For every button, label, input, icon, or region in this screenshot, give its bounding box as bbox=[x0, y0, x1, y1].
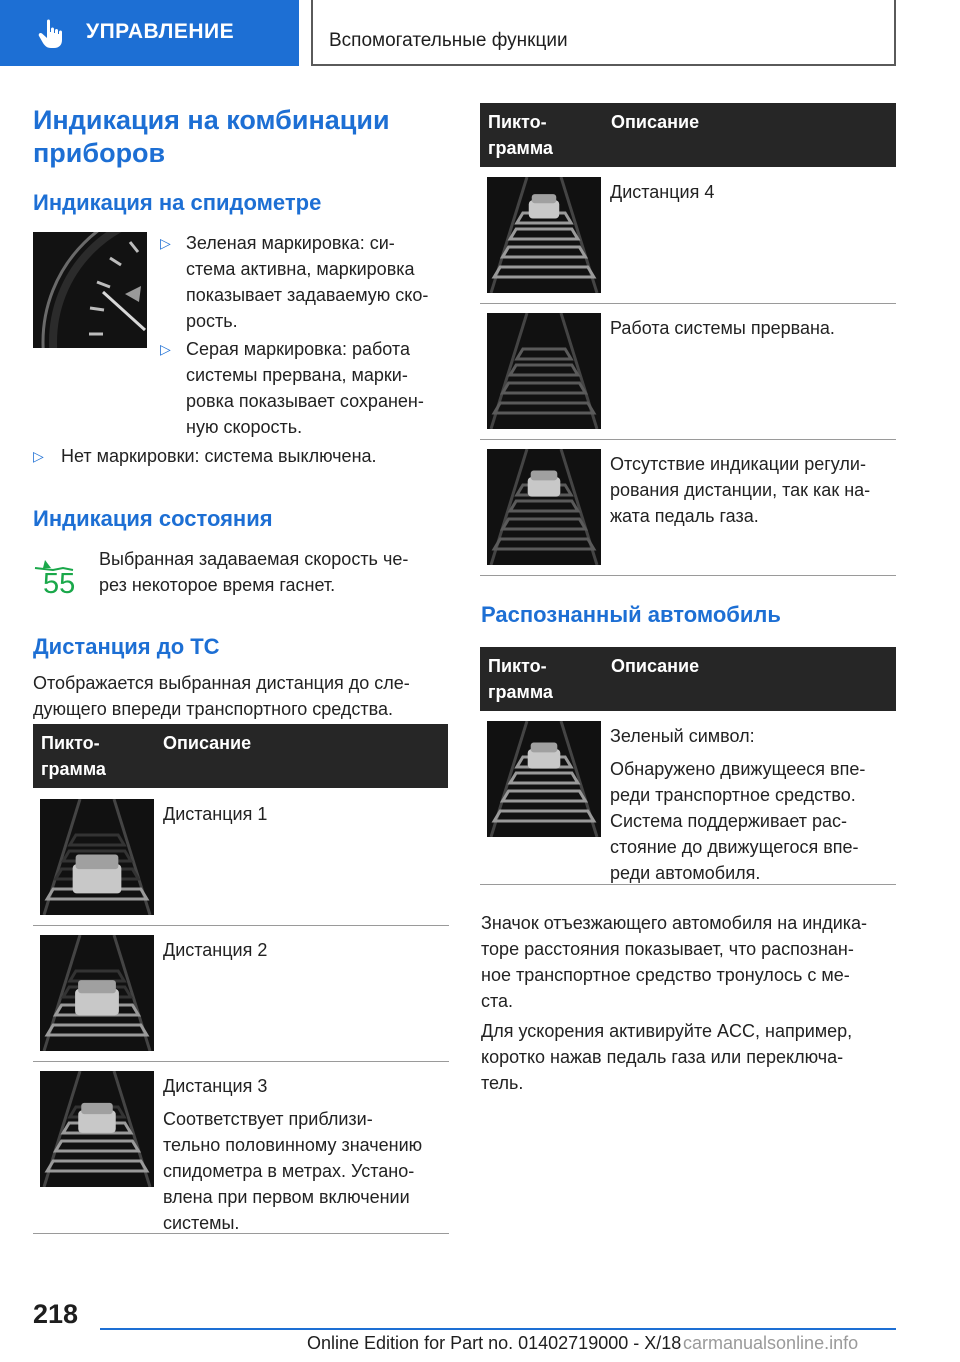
distance-heading: Дистанция до ТС bbox=[33, 634, 220, 659]
chapter-title: Вспомогательные функции bbox=[329, 30, 568, 51]
table-header bbox=[480, 103, 896, 167]
detected-paragraph-1: Значок отъезжающего автомобиля на индика- торе расстояния показывает, что распознан- ное транспортное средство тронулось с ме- ста. bbox=[481, 913, 868, 1011]
bullet-item: ▷ Серая маркировка: работа системы прервана, марки- ровка показывает сохранен- ную скорость. bbox=[160, 336, 450, 440]
cell-line: Обнаружено движущееся впе- реди транспортное средство. Система поддерживает рас- стояние до движущегося впе- реди автомобиля. bbox=[610, 759, 866, 883]
status-text: Выбранная задаваемая скорость че- рез некоторое время гаснет. bbox=[99, 549, 409, 595]
watermark: carmanualsonline.info bbox=[683, 1333, 859, 1353]
distance-intro: Отображается выбранная дистанция до сле- дующего впереди транспортного средства. bbox=[33, 673, 410, 719]
cell-line: Дистанция 3 bbox=[163, 1076, 268, 1096]
cell-line: Отсутствие индикации регули- рования дистанции, так как на- жата педаль газа. bbox=[610, 454, 871, 526]
table-header bbox=[480, 647, 896, 711]
table-row-divider bbox=[480, 575, 896, 576]
cell-line: Работа системы прервана. bbox=[610, 318, 835, 338]
table-row-divider bbox=[33, 1233, 449, 1234]
speedo-heading: Индикация на спидометре bbox=[33, 190, 322, 215]
table-cell-description bbox=[610, 179, 900, 212]
page-title: Индикация на комбинации приборов bbox=[33, 105, 390, 168]
section-title: УПРАВЛЕНИЕ bbox=[86, 20, 235, 43]
edition-text: Online Edition for Part no. 01402719000 - X/18 bbox=[307, 1333, 682, 1353]
triangle-bullet-icon: ▷ bbox=[160, 341, 171, 357]
bullet-item: ▷ Нет маркировки: система выключена. bbox=[33, 443, 453, 469]
table-cell-description bbox=[163, 1073, 453, 1243]
page-number: 218 bbox=[33, 1299, 79, 1329]
table-header bbox=[33, 724, 448, 788]
triangle-bullet-icon: ▷ bbox=[160, 235, 171, 251]
status-heading: Индикация состояния bbox=[33, 506, 273, 531]
detected-paragraph-2: Для ускорения активируйте ACC, например, коротко нажав педаль газа или переключа- тель. bbox=[481, 1021, 853, 1093]
table-row-divider bbox=[480, 884, 896, 885]
table-row-divider bbox=[480, 303, 896, 304]
table-cell-description bbox=[163, 801, 453, 834]
acc-distance-pictogram bbox=[487, 177, 601, 293]
acc-distance-pictogram bbox=[487, 721, 601, 837]
acc-distance-pictogram bbox=[40, 1071, 154, 1187]
cell-line: Дистанция 2 bbox=[163, 940, 268, 960]
detected-heading: Распознанный автомобиль bbox=[481, 602, 781, 627]
section-tab bbox=[0, 0, 299, 66]
table-row-divider bbox=[33, 925, 449, 926]
table-row-divider bbox=[33, 1061, 449, 1062]
cell-line: Дистанция 4 bbox=[610, 182, 715, 202]
col-pictogram: Пикто- грамма bbox=[488, 656, 553, 702]
triangle-bullet-icon: ▷ bbox=[33, 448, 44, 464]
table-cell-description bbox=[610, 451, 900, 536]
cell-line: Дистанция 1 bbox=[163, 804, 268, 824]
acc-distance-pictogram bbox=[487, 313, 601, 429]
cell-line: Соответствует приблизи- тельно половинному значению спидометра в метрах. Устано- влена при первом включении системы. bbox=[163, 1109, 423, 1233]
col-pictogram: Пикто- грамма bbox=[41, 733, 106, 779]
col-pictogram: Пикто- грамма bbox=[488, 112, 553, 158]
footer-divider bbox=[100, 1328, 896, 1330]
chapter-header bbox=[311, 0, 896, 66]
col-description: Описание bbox=[163, 733, 252, 753]
acc-distance-pictogram bbox=[40, 799, 154, 915]
col-description: Описание bbox=[611, 656, 700, 676]
speedometer-image bbox=[33, 232, 147, 348]
table-cell-description bbox=[610, 315, 900, 348]
table-row-divider bbox=[480, 439, 896, 440]
hand-pointer-icon bbox=[34, 16, 70, 52]
bullet-item: ▷ Зеленая маркировка: си- стема активна, маркировка показывает задаваемую ско- рость. bbox=[160, 230, 450, 334]
table-cell-description bbox=[163, 937, 453, 970]
table-cell-description bbox=[610, 723, 900, 893]
speed-marker-icon: 55 bbox=[33, 552, 83, 602]
cell-line: Зеленый символ: bbox=[610, 726, 755, 746]
col-description: Описание bbox=[611, 112, 700, 132]
acc-distance-pictogram bbox=[487, 449, 601, 565]
acc-distance-pictogram bbox=[40, 935, 154, 1051]
